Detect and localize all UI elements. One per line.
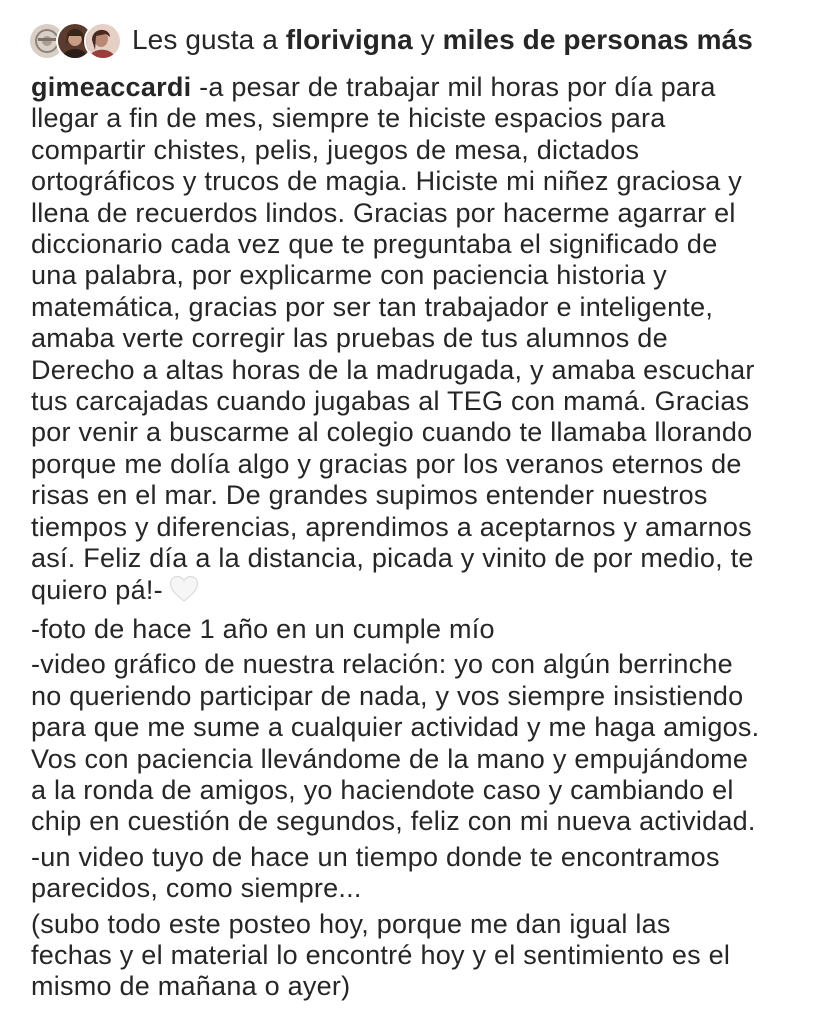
- caption-line: llena de recuerdos lindos. Gracias por hacerme agarrar el: [31, 197, 736, 228]
- caption-line: Derecho a altas horas de la madrugada, y amaba escuchar: [31, 354, 755, 385]
- caption-line: amaba verte corregir las pruebas de tus alumnos de: [31, 323, 668, 354]
- avatar[interactable]: [84, 22, 122, 60]
- caption-note: -foto de hace 1 año en un cumple mío: [31, 613, 495, 644]
- caption-line: así. Feliz día a la distancia, picada y vinito de por medio, te: [31, 543, 754, 574]
- caption-line: compartir chistes, pelis, juegos de mesa, dictados: [31, 134, 640, 165]
- caption-line: -video gráfico de nuestra relación: yo con algún berrinche: [31, 649, 733, 680]
- caption-line: Vos con paciencia llevándome de la mano y empujándome: [31, 743, 749, 774]
- post-username-link[interactable]: gimeaccardi: [31, 72, 192, 102]
- white-heart-icon: [169, 575, 199, 610]
- likes-connector: y: [420, 24, 435, 55]
- likes-row: [28, 18, 753, 62]
- caption-line: ortográficos y trucos de magia. Hiciste mi niñez graciosa y: [31, 166, 743, 197]
- caption-line: diccionario cada vez que te preguntaba el significado de: [31, 229, 718, 260]
- caption-line: quiero pá!-: [31, 575, 811, 610]
- caption-line: no queriendo participar de nada, y vos siempre insistiendo: [31, 680, 744, 711]
- caption-line: gimeaccardi -a pesar de trabajar mil horas por día para: [31, 72, 716, 102]
- likes-others-link[interactable]: miles de personas más: [442, 24, 753, 55]
- liker-avatars[interactable]: [28, 21, 122, 59]
- caption-line: tiempos y diferencias, aprendimos a aceptarnos y amarnos: [31, 511, 752, 542]
- caption-line: tus carcajadas cuando jugabas al TEG con mamá. Gracias: [31, 386, 750, 417]
- caption-line: por venir a buscarme al colegio cuando te llamaba llorando: [31, 417, 753, 448]
- caption-line: una palabra, por explicarme con paciencia historia y: [31, 260, 667, 291]
- caption-line: fechas y el material lo encontré hoy y el sentimiento es el: [31, 939, 731, 970]
- caption-line: -un video tuyo de hace un tiempo donde te encontramos: [31, 841, 720, 872]
- caption-line: mismo de mañana o ayer): [31, 971, 351, 1002]
- post-caption: [31, 72, 811, 1003]
- caption-line: risas en el mar. De grandes supimos entender nuestros: [31, 480, 708, 511]
- likes-summary: [132, 24, 753, 56]
- caption-line: matemática, gracias por ser tan trabajador e inteligente,: [31, 291, 714, 322]
- liker-username-link[interactable]: florivigna: [285, 24, 413, 55]
- likes-prefix: Les gusta a: [132, 24, 278, 55]
- caption-line: llegar a fin de mes, siempre te hiciste espacios para: [31, 103, 666, 134]
- caption-line: para que me sume a cualquier actividad y me haga amigos.: [31, 712, 760, 743]
- caption-line: chip en cuestión de segundos, feliz con mi nueva actividad.: [31, 806, 756, 837]
- caption-line: a la ronda de amigos, yo haciendote caso y cambiando el: [31, 774, 734, 805]
- caption-line: (subo todo este posteo hoy, porque me dan igual las: [31, 908, 671, 939]
- caption-line: porque me dolía algo y gracias por los veranos eternos de: [31, 448, 742, 479]
- caption-line: parecidos, como siempre...: [31, 873, 362, 904]
